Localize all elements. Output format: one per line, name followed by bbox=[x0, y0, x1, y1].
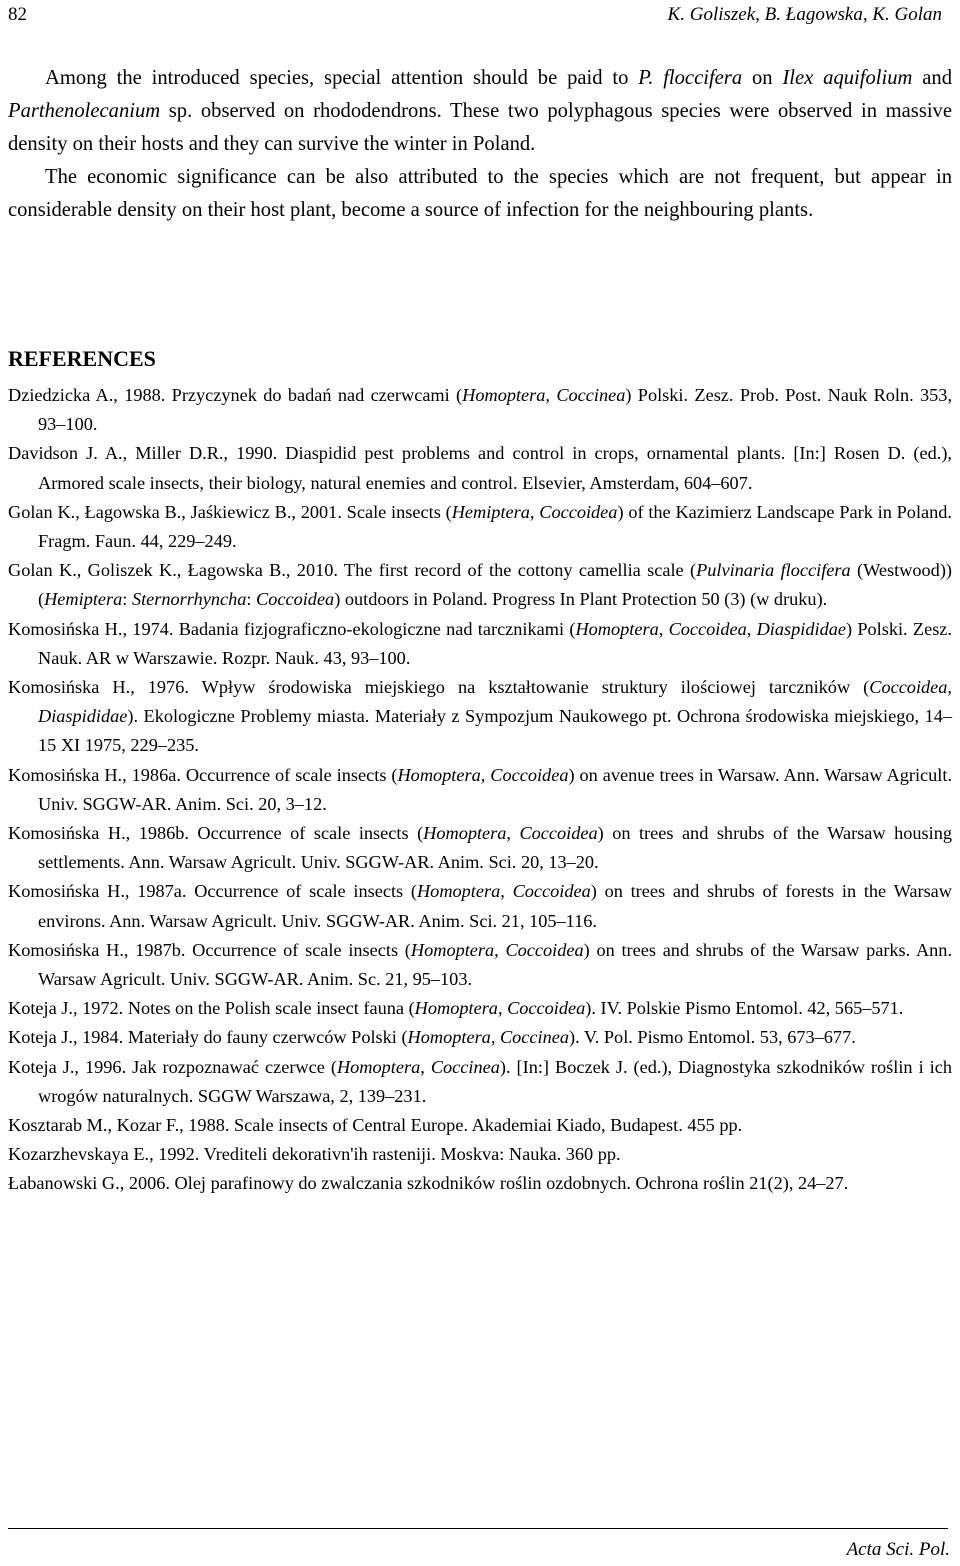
reference-entry: Komosińska H., 1986b. Occurrence of scale insects (Homoptera, Coccoidea) on trees and shrubs of the Warsaw housing settlements. Ann. Warsaw Agricult. Univ. SGGW-AR. Anim. Sci. 20, 13–20. bbox=[8, 823, 952, 873]
page-header bbox=[8, 4, 942, 30]
reference-entry: Golan K., Goliszek K., Łagowska B., 2010. The first record of the cottony camellia scale (Pulvinaria floccifera (Westwood)) (Hemiptera: Sternorrhyncha: Coccoidea) outdoors in Poland. Progress In Plant Protection 50 (3) (w druku). bbox=[8, 560, 952, 610]
section-title: REFERENCES bbox=[8, 346, 156, 371]
footer-journal: Acta Sci. Pol. bbox=[846, 1539, 950, 1560]
reference-entry: Golan K., Łagowska B., Jaśkiewicz B., 2001. Scale insects (Hemiptera, Coccoidea) of the Kazimierz Landscape Park in Poland. Fragm. Faun. 44, 229–249. bbox=[8, 501, 952, 552]
reference-entry: Komosińska H., 1974. Badania fizjograficzno-ekologiczne nad tarcznikami (Homoptera, Coccoidea, Diaspididae) Polski. Zesz. Nauk. AR w Warszawie. Rozpr. Nauk. 43, 93–100. bbox=[8, 618, 952, 668]
paragraph: The economic significance can be also attributed to the species which are not frequent, but appear in considerable density on their host plant, become a source of infection for the neighbouring plants. bbox=[8, 166, 952, 221]
reference-entry: Komosińska H., 1986a. Occurrence of scale insects (Homoptera, Coccoidea) on avenue trees in Warsaw. Ann. Warsaw Agricult. Univ. SGGW-AR. Anim. Sci. 20, 3–12. bbox=[8, 764, 953, 814]
reference-entry: Dziedzicka A., 1988. Przyczynek do badań nad czerwcami (Homoptera, Coccinea) Polski. Zesz. Prob. Post. Nauk Roln. 353, 93–100. bbox=[8, 385, 953, 435]
reference-list bbox=[8, 381, 952, 1199]
running-head: K. Goliszek, B. Łagowska, K. Golan bbox=[667, 4, 942, 25]
reference-entry: Koteja J., 1984. Materiały do fauny czerwców Polski (Homoptera, Coccinea). V. Pol. Pismo Entomol. 53, 673–677. bbox=[8, 1027, 856, 1048]
reference-entry: Koteja J., 1972. Notes on the Polish scale insect fauna (Homoptera, Coccoidea). IV. Polskie Pismo Entomol. 42, 565–571. bbox=[8, 998, 904, 1019]
reference-entry: Komosińska H., 1976. Wpływ środowiska miejskiego na kształtowanie struktury ilościowej tarczników (Coccoidea, Diaspididae). Ekologiczne Problemy miasta. Materiały z Sympozjum Naukowego pt. Ochrona środowiska miejskiego, 14–15 XI 1975, 229–235. bbox=[8, 677, 952, 756]
reference-entry: Davidson J. A., Miller D.R., 1990. Diaspidid pest problems and control in crops, ornamental plants. [In:] Rosen D. (ed.), Armored scale insects, their biology, natural enemies and control. Elsevier, Amsterdam, 604–607. bbox=[8, 443, 952, 493]
reference-entry: Kosztarab M., Kozar F., 1988. Scale insects of Central Europe. Akademiai Kiado, Budapest. 455 pp. bbox=[8, 1115, 743, 1136]
page-number: 82 bbox=[8, 4, 27, 25]
reference-entry: Komosińska H., 1987a. Occurrence of scale insects (Homoptera, Coccoidea) on trees and shrubs of forests in the Warsaw environs. Ann. Warsaw Agricult. Univ. SGGW-AR. Anim. Sci. 21, 105–116. bbox=[8, 881, 952, 931]
reference-entry: Łabanowski G., 2006. Olej parafinowy do zwalczania szkodników roślin ozdobnych. Ochrona roślin 21(2), 24–27. bbox=[8, 1173, 849, 1194]
reference-entry: Koteja J., 1996. Jak rozpoznawać czerwce (Homoptera, Coccinea). [In:] Boczek J. (ed.), Diagnostyka szkodników roślin i ich wrogów naturalnych. SGGW Warszawa, 2, 139–231. bbox=[8, 1056, 953, 1106]
footer-rule bbox=[8, 1528, 948, 1529]
body-text bbox=[8, 62, 952, 227]
reference-entry: Kozarzhevskaya E., 1992. Vrediteli dekorativn'ih rasteniji. Moskva: Nauka. 360 pp. bbox=[8, 1144, 621, 1165]
paragraph: Among the introduced species, special attention should be paid to P. floccifera on Ilex aquifolium and Parthenolecanium sp. observed on rhododendrons. These two polyphagous species were observed in massive density on their hosts and they can survive the winter in Poland. bbox=[8, 67, 952, 155]
reference-entry: Komosińska H., 1987b. Occurrence of scale insects (Homoptera, Coccoidea) on trees and shrubs of the Warsaw parks. Ann. Warsaw Agricult. Univ. SGGW-AR. Anim. Sc. 21, 95–103. bbox=[8, 939, 953, 990]
